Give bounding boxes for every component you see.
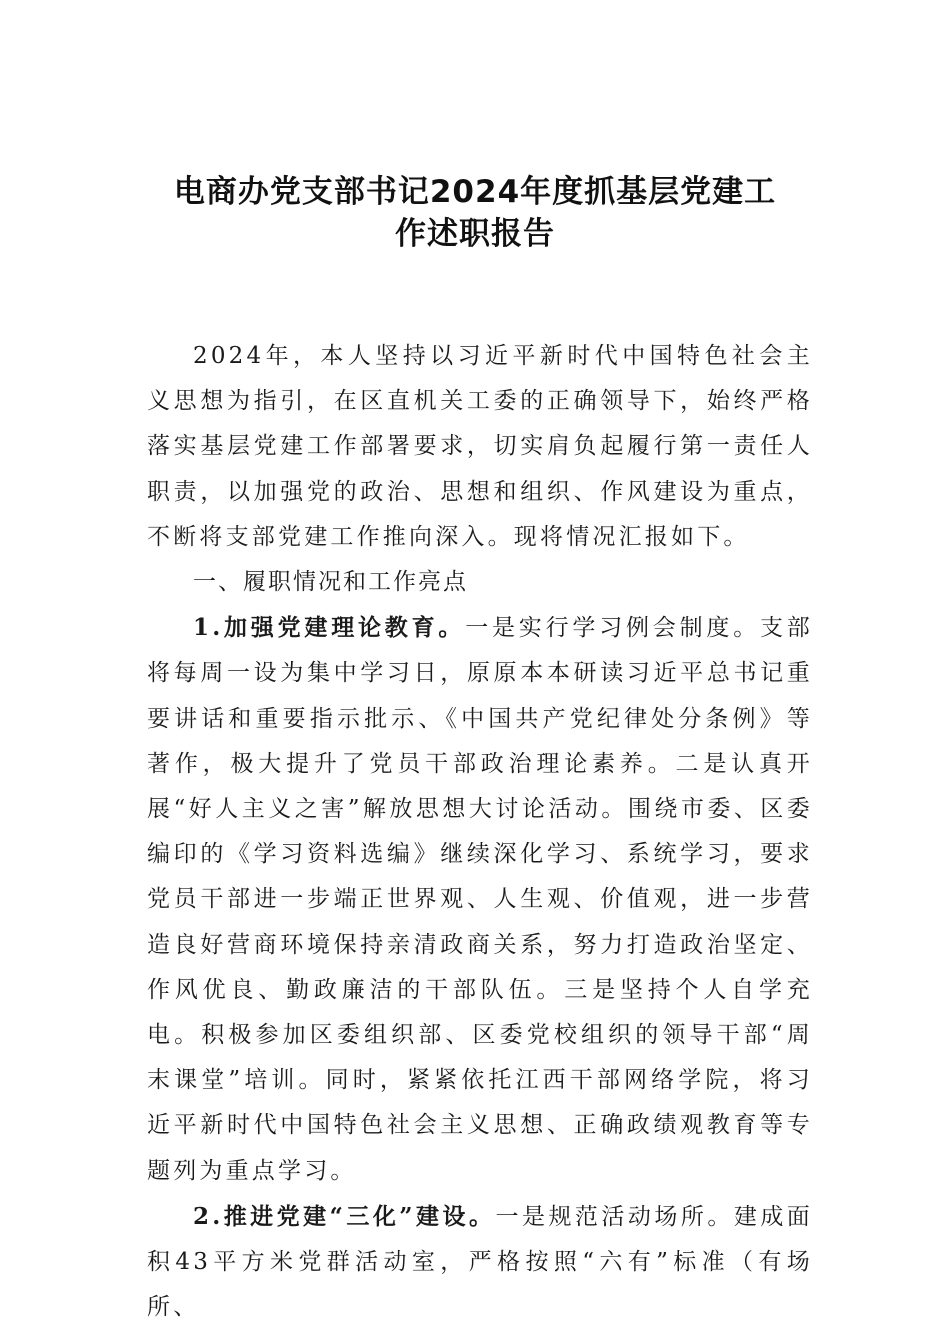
document-title-line-1: 电商办党支部书记2024年度抓基层党建工 [173, 174, 777, 210]
item-1-paragraph [147, 605, 813, 1194]
section-heading-1: 一、履职情况和工作亮点 [193, 569, 468, 596]
intro-paragraph: 2024年，本人坚持以习近平新时代中国特色社会主义思想为指引，在区直机关工委的正确领导下，始终严格落实基层党建工作部署要求，切实肩负起履行第一责任人职责，以加强党的政治、思想和组织、作风建设为重点，不断将支部党建工作推向深入。现将情况汇报如下。 [147, 343, 813, 550]
item-1-text: 一是实行学习例会制度。支部将每周一设为集中学习日，原原本本研读习近平总书记重要讲话和重要指示批示、《中国共产党纪律处分条例》等著作，极大提升了党员干部政治理论素养。二是认真开展“好人主义之害”解放思想大讨论活动。围绕市委、区委编印的《学习资料选编》继续深化学习、系统学习，要求党员干部进一步端正世界观、人生观、价值观，进一步营造良好营商环境保持亲清政商关系，努力打造政治坚定、作风优良、勤政廉洁的干部队伍。三是坚持个人自学充电。积极参加区委组织部、区委党校组织的领导干部“周末课堂”培训。同时，紧紧依托江西干部网络学院，将习近平新时代中国特色社会主义思想、正确政绩观教育等专题列为重点学习。 [147, 615, 813, 1184]
item-2-text: 一是规范活动场所。建成面积43平方米党群活动室，严格按照“六有”标准（有场所、 [147, 1203, 814, 1321]
item-2-lead: 2.推进党建“三化”建设。 [193, 1202, 496, 1230]
document-body [147, 334, 813, 1330]
item-1-lead: 1.加强党建理论教育。 [193, 614, 466, 642]
document-title-line-2: 作述职报告 [395, 216, 555, 252]
item-2-paragraph [147, 1194, 813, 1331]
